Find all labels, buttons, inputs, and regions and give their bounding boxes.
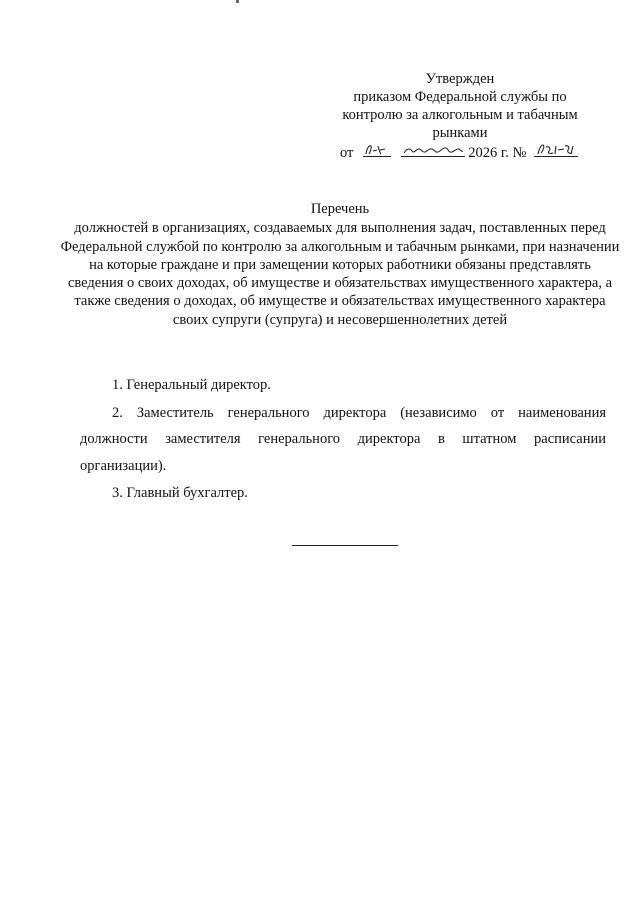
- order-month-signature: [401, 142, 465, 157]
- approval-block: [330, 70, 590, 142]
- handwritten-month-mark: [401, 142, 465, 156]
- list-item: 3. Главный бухгалтер.: [112, 485, 248, 501]
- document-end-divider: [292, 545, 398, 546]
- order-number-sign: №: [512, 145, 527, 161]
- heading-subtitle: должностей в организациях, создаваемых для выполнения задач, поставленных перед Федеральной службой по контролю за алкогольным и табачным рынками, при назначении на которые граждане и при замещении которых работники обязаны представлять сведения о своих доходах, об имуществе и обязательствах имущественного характера, а также сведения о доходах, об имуществе и обязательствах имущественного характера своих супруги (супруга) и несовершеннолетних детей: [60, 220, 620, 328]
- approval-line-1: Утвержден: [425, 71, 495, 87]
- heading-title: Перечень: [310, 201, 370, 217]
- order-number-signature: [534, 142, 578, 157]
- handwritten-number-mark: [534, 142, 578, 156]
- positions-list: [80, 372, 606, 507]
- order-year: 2026 г.: [468, 145, 509, 161]
- order-date-prefix: от: [340, 145, 354, 161]
- order-date-line: [340, 142, 578, 162]
- scan-mark: [236, 0, 239, 3]
- handwritten-day-mark: [363, 142, 391, 156]
- approval-line-2: приказом Федеральной службы по: [353, 89, 567, 105]
- approval-line-3: контролю за алкогольным и табачным: [342, 107, 578, 123]
- list-item: 1. Генеральный директор.: [112, 377, 271, 393]
- document-heading: [60, 200, 620, 329]
- list-item: 2. Заместитель генерального директора (независимо от наименования должности заместителя генерального директора в штатном расписании организации).: [80, 404, 606, 474]
- order-day-signature: [363, 142, 391, 157]
- approval-line-4: рынками: [432, 125, 488, 141]
